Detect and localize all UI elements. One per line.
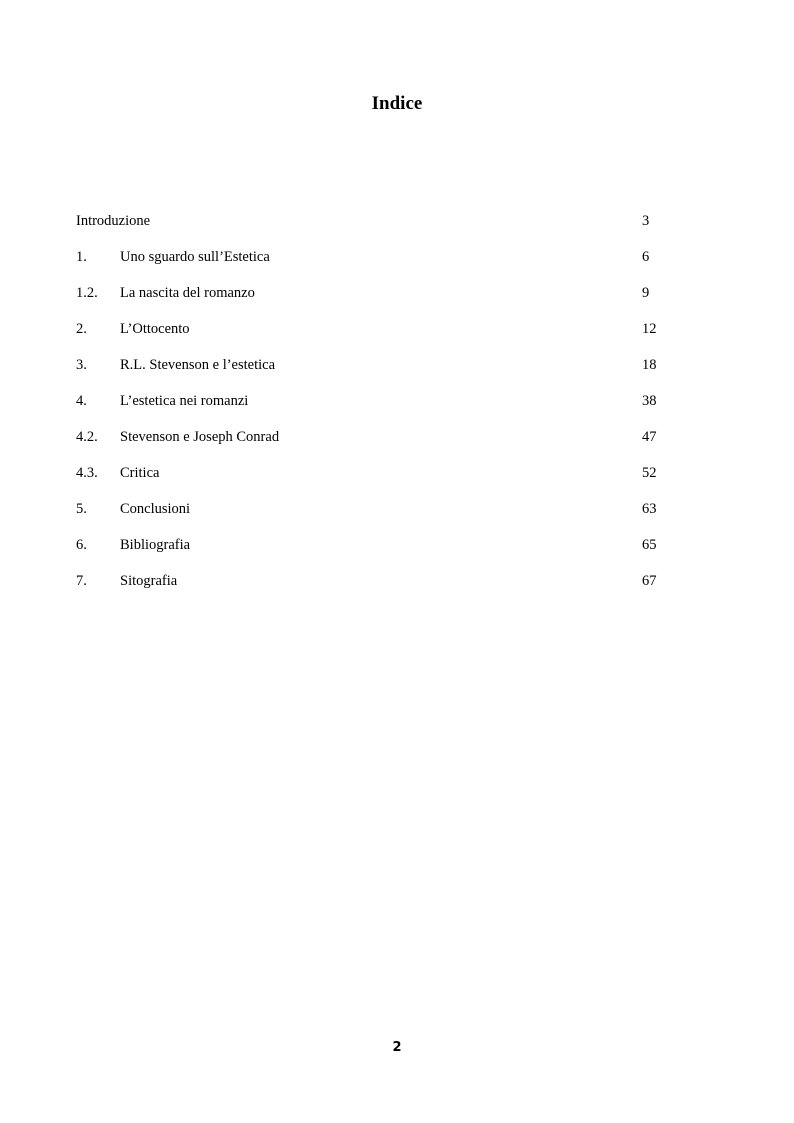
toc-entry-page: 65 [642, 537, 657, 553]
toc-entry [76, 390, 676, 426]
toc-entry-number: 4.2. [76, 429, 98, 445]
toc-entry [76, 426, 676, 462]
toc-entry-label: R.L. Stevenson e l’estetica [120, 357, 276, 373]
toc-entry-page: 6 [642, 249, 650, 265]
toc-entry-number: 1. [76, 249, 87, 265]
toc-entry-number: 2. [76, 321, 87, 337]
toc-entry-label: Bibliografia [120, 537, 191, 553]
toc-entry-page: 18 [642, 357, 657, 373]
toc-entry-page: 3 [642, 213, 650, 229]
page-number: 2 [392, 1040, 402, 1055]
toc-entry-number: 4. [76, 393, 87, 409]
toc-entry-page: 12 [642, 321, 657, 337]
toc-entry [76, 498, 676, 534]
toc-entry-label: Conclusioni [120, 501, 191, 517]
toc-entry-label: L’estetica nei romanzi [120, 393, 249, 409]
toc-entry-label: Sitografia [120, 573, 178, 589]
toc-entry-page: 47 [642, 429, 657, 445]
toc-entry-number: 6. [76, 537, 87, 553]
toc-entry-label: Critica [120, 465, 160, 481]
toc-entry-number: 3. [76, 357, 87, 373]
toc-entry [76, 246, 676, 282]
toc-entry [76, 318, 676, 354]
toc-entry [76, 462, 676, 498]
toc-entry-page: 38 [642, 393, 657, 409]
page-title: Indice [371, 93, 423, 114]
toc-entry-page: 52 [642, 465, 657, 481]
toc-entry-label: La nascita del romanzo [120, 285, 255, 301]
toc-entry-label: Introduzione [76, 213, 151, 229]
toc-entry-number: 4.3. [76, 465, 98, 481]
toc-entry [76, 570, 676, 606]
toc-entry-number: 1.2. [76, 285, 98, 301]
toc-entry-page: 63 [642, 501, 657, 517]
toc-entry [76, 210, 676, 246]
toc-entry [76, 534, 676, 570]
toc-entry-label: Uno sguardo sull’Estetica [120, 249, 270, 265]
table-of-contents [76, 210, 676, 606]
toc-entry-number: 7. [76, 573, 87, 589]
toc-entry-number: 5. [76, 501, 87, 517]
toc-entry-page: 67 [642, 573, 657, 589]
toc-entry-page: 9 [642, 285, 650, 301]
toc-entry [76, 354, 676, 390]
toc-entry [76, 282, 676, 318]
toc-entry-label: L’Ottocento [120, 321, 190, 337]
toc-entry-label: Stevenson e Joseph Conrad [120, 429, 280, 445]
